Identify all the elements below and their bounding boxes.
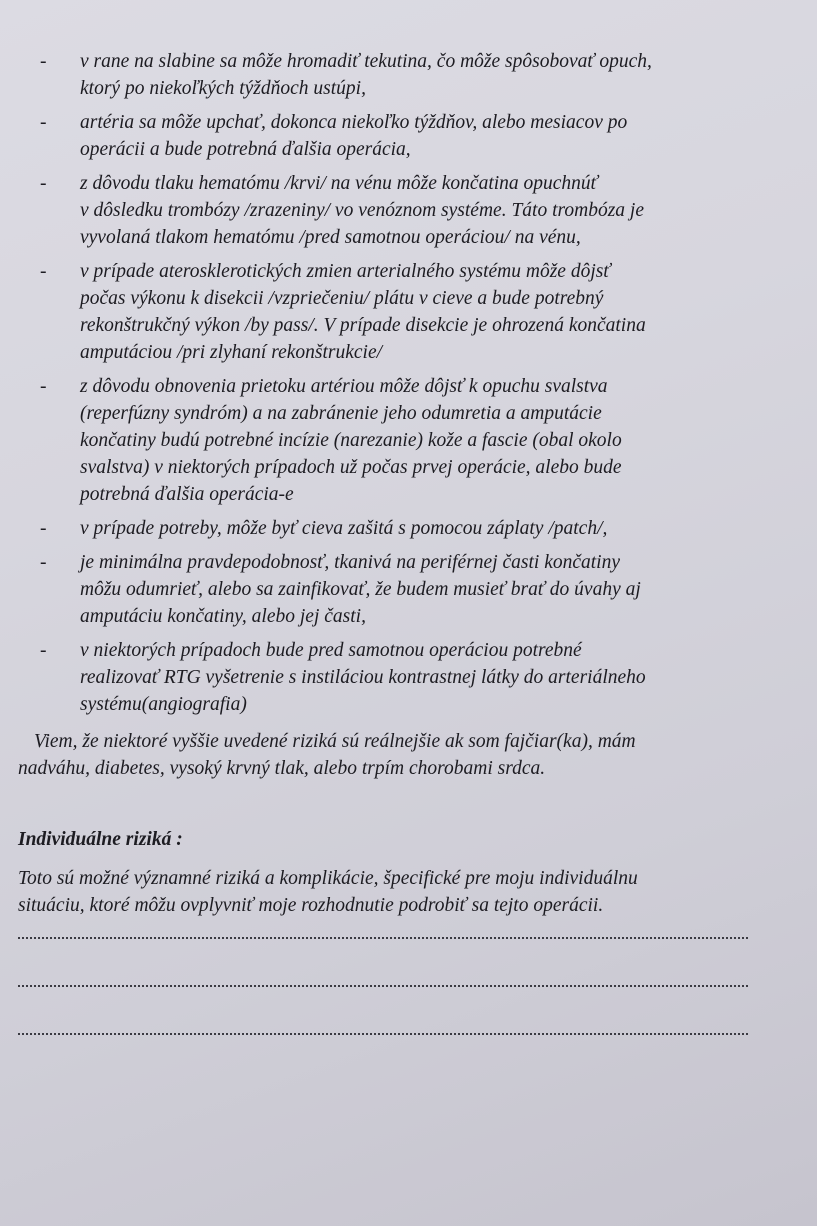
risk-text: z dôvodu tlaku hematómu /krvi/ na vénu môže končatina opuchnúť	[80, 173, 598, 194]
risk-text: končatiny budú potrebné incízie (narezanie) kože a fascie (obal okolo	[80, 430, 622, 451]
risk-text: amputáciu končatiny, alebo jej časti,	[80, 606, 366, 627]
individual-risks-intro	[18, 865, 777, 919]
risk-item-4	[18, 258, 777, 366]
risk-text: v prípade aterosklerotických zmien arterialného systému môže dôjsť	[80, 261, 611, 282]
bullet-dash: -	[40, 261, 47, 282]
bullet-dash: -	[40, 173, 47, 194]
risk-item-2	[18, 109, 777, 163]
risk-text: artéria sa môže upchať, dokonca niekoľko týždňov, alebo mesiacov po	[80, 112, 628, 133]
risk-text: vyvolaná tlakom hematómu /pred samotnou operáciou/ na vénu,	[80, 227, 581, 248]
bullet-dash: -	[40, 112, 47, 133]
fill-in-line-2	[18, 981, 748, 987]
risk-item-7	[18, 549, 777, 630]
risk-text: z dôvodu obnovenia prietoku artériou môže dôjsť k opuchu svalstva	[80, 376, 608, 397]
risk-text: v dôsledku trombózy /zrazeniny/ vo venóznom systéme. Táto trombóza je	[80, 200, 644, 221]
fill-in-line-3	[18, 1029, 748, 1035]
risk-text: je minimálna pravdepodobnosť, tkanivá na periférnej časti končatiny	[80, 552, 620, 573]
bullet-dash: -	[40, 51, 47, 72]
bullet-dash: -	[40, 518, 47, 539]
risk-text: počas výkonu k disekcii /vzpriečeniu/ plátu v cieve a bude potrebný	[80, 288, 604, 309]
risk-item-6	[18, 515, 777, 542]
intro-text: situáciu, ktoré môžu ovplyvniť moje rozhodnutie podrobiť sa tejto operácii.	[18, 895, 604, 916]
risk-text: v prípade potreby, môže byť cieva zašitá s pomocou záplaty /patch/,	[80, 518, 608, 539]
fill-in-line-1	[18, 933, 748, 939]
risk-item-3	[18, 170, 777, 251]
risk-text: v niektorých prípadoch bude pred samotnou operáciou potrebné	[80, 640, 582, 661]
risk-item-5	[18, 373, 777, 508]
risk-text: amputáciou /pri zlyhaní rekonštrukcie/	[80, 342, 383, 363]
risk-text: operácii a bude potrebná ďalšia operácia,	[80, 139, 411, 160]
risk-text: svalstva) v niektorých prípadoch už počas prvej operácie, alebo bude	[80, 457, 622, 478]
risk-text: môžu odumrieť, alebo sa zainfikovať, že budem musieť brať do úvahy aj	[80, 579, 641, 600]
risk-text: realizovať RTG vyšetrenie s instiláciou kontrastnej látky do arteriálneho	[80, 667, 646, 688]
bullet-dash: -	[40, 552, 47, 573]
risk-text: potrebná ďalšia operácia-e	[80, 484, 294, 505]
intro-text: Toto sú možné významné riziká a komplikácie, špecifické pre moju individuálnu	[18, 868, 638, 889]
risk-text: v rane na slabine sa môže hromadiť tekutina, čo môže spôsobovať opuch,	[80, 51, 652, 72]
risk-item-1	[18, 48, 777, 102]
bullet-dash: -	[40, 640, 47, 661]
risk-text: ktorý po niekoľkých týždňoch ustúpi,	[80, 78, 366, 99]
risk-text: (reperfúzny syndróm) a na zabránenie jeho odumretia a amputácie	[80, 403, 602, 424]
risk-factors-note	[18, 728, 777, 782]
individual-risks-heading: Individuálne riziká :	[18, 829, 183, 850]
bullet-dash: -	[40, 376, 47, 397]
risk-item-8	[18, 637, 777, 718]
note-text: Viem, že niektoré vyššie uvedené riziká sú reálnejšie ak som fajčiar(ka), mám	[34, 731, 636, 752]
note-text: nadváhu, diabetes, vysoký krvný tlak, alebo trpím chorobami srdca.	[18, 758, 546, 779]
risk-list	[18, 48, 777, 718]
risk-text: rekonštrukčný výkon /by pass/. V prípade disekcie je ohrozená končatina	[80, 315, 646, 336]
risk-text: systému(angiografia)	[80, 694, 247, 715]
